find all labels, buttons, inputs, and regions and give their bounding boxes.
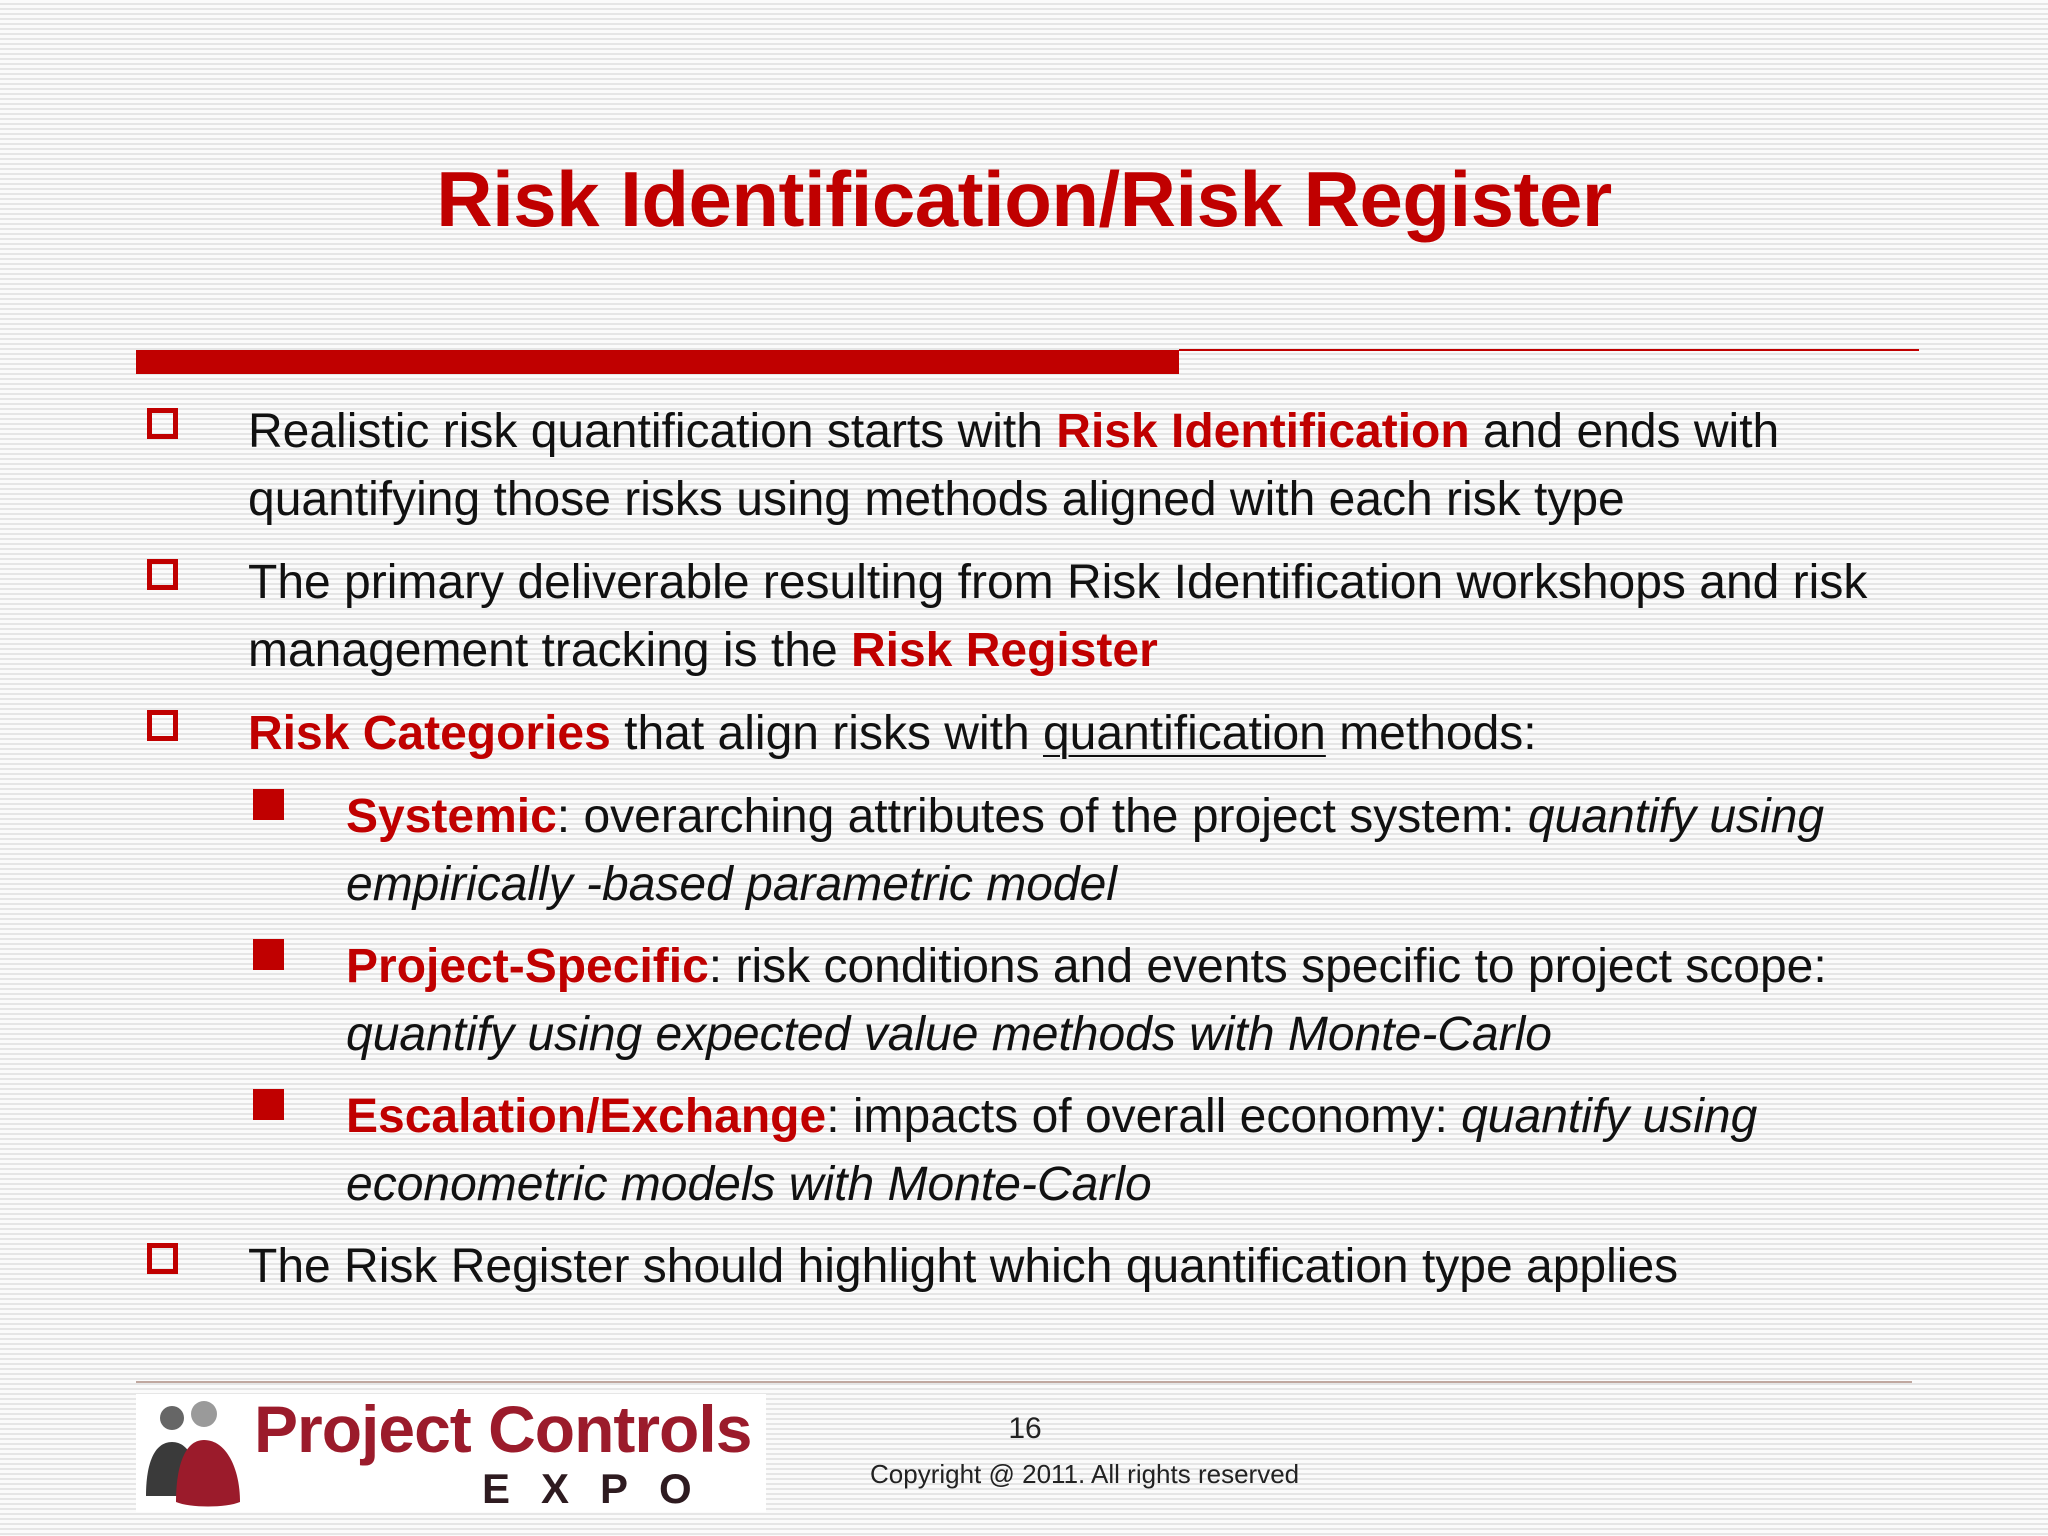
bullet-highlight: Risk Categories <box>248 707 611 760</box>
sub-bullet-text: : risk conditions and events specific to project scope: <box>708 940 1827 993</box>
sub-bullet-highlight: Systemic <box>346 790 557 843</box>
sub-bullet-text: : impacts of overall economy: <box>826 1090 1462 1143</box>
logo-text-top: Project Controls <box>254 1392 752 1466</box>
sub-bullet-italic: quantify using expected value methods with Monte-Carlo <box>346 1008 1552 1061</box>
logo-text-bottom: EXPO <box>482 1465 723 1512</box>
bullet-text: that align risks with <box>610 707 1043 760</box>
bullet-item <box>0 398 2048 534</box>
title-underline-thin <box>1179 349 1919 351</box>
sub-bullet-item <box>0 783 2048 919</box>
copyright-notice: Copyright @ 2011. All rights reserved <box>870 1459 1300 1489</box>
hollow-square-bullet-icon <box>147 559 178 590</box>
bullet-text: and ends with quantifying those risks using methods aligned with each risk type <box>248 405 1780 526</box>
page-number: 16 <box>1008 1412 1042 1445</box>
sub-bullet-highlight: Project-Specific <box>346 940 709 993</box>
bullet-item <box>0 549 2048 685</box>
hollow-square-bullet-icon <box>147 1243 178 1274</box>
people-figures-icon <box>140 1398 246 1510</box>
bullet-text: methods: <box>1325 707 1537 760</box>
title-underline-thick <box>136 350 1179 374</box>
slide-title: Risk Identification/Risk Register <box>436 155 1612 243</box>
hollow-square-bullet-icon <box>147 408 178 439</box>
bullet-underlined-text: quantification <box>1042 707 1326 760</box>
bullet-text: Realistic risk quantification starts with <box>248 405 1057 458</box>
sub-bullet-highlight: Escalation/Exchange <box>346 1090 827 1143</box>
filled-square-bullet-icon <box>253 939 284 970</box>
sub-bullet-text: : overarching attributes of the project system: <box>556 790 1528 843</box>
filled-square-bullet-icon <box>253 789 284 820</box>
sub-bullet-italic: quantify using empirically -based parametric model <box>346 790 1825 911</box>
sub-bullet-italic: quantify using econometric models with Monte-Carlo <box>346 1090 1758 1211</box>
bullet-text: The Risk Register should highlight which quantification type applies <box>248 1240 1679 1293</box>
bullet-highlight: Risk Identification <box>1056 405 1470 458</box>
project-controls-expo-logo <box>136 1394 766 1512</box>
hollow-square-bullet-icon <box>147 710 178 741</box>
footer-divider <box>136 1381 1912 1383</box>
bullet-list <box>0 398 2048 1316</box>
bullet-item <box>0 1233 2048 1301</box>
bullet-highlight: Risk Register <box>850 624 1158 677</box>
bullet-text: The primary deliverable resulting from Risk Identification workshops and risk management tracking is the <box>248 556 1868 677</box>
filled-square-bullet-icon <box>253 1089 284 1120</box>
sub-bullet-item <box>0 933 2048 1069</box>
sub-bullet-item <box>0 1083 2048 1219</box>
bullet-item <box>0 700 2048 768</box>
